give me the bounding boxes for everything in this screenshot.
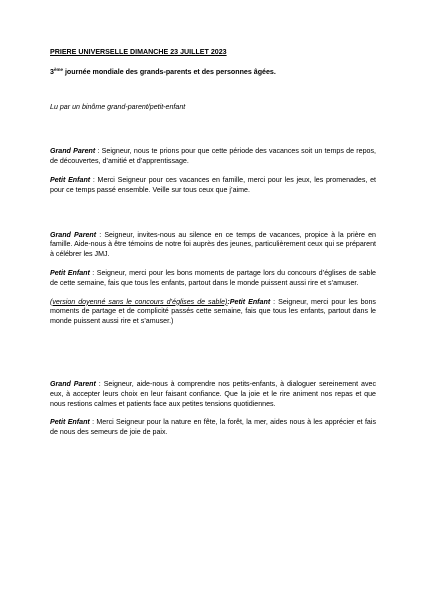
speaker-label: Grand Parent	[50, 230, 97, 239]
document-subtitle	[50, 68, 376, 78]
prayer-text: Seigneur, aide-nous à comprendre nos petits-enfants, à dialoguer sereinement avec eux, à accepter leurs choix en leur faisant confiance. Que la joie et le rire animent nos repas et que nous restions calmes et patients face aux petites tensions quotidiennes.	[50, 379, 376, 408]
prayer-2-variant	[50, 298, 376, 327]
variant-separator: :	[227, 297, 230, 306]
prayer-1-petit-enfant	[50, 176, 376, 196]
subtitle-superscript: ème	[53, 66, 63, 72]
speaker-label: Petit Enfant	[229, 297, 271, 306]
subtitle-text: journée mondiale des grands-parents et des personnes âgées.	[62, 67, 276, 76]
prayer-3-grand-parent	[50, 380, 376, 409]
prayer-text: Merci Seigneur pour la nature en fête, la forêt, la mer, aides nous à les apprécier et fais de nous des semeurs de joie de paix.	[50, 418, 376, 437]
prayer-text: Seigneur, merci pour les bons moments de partage lors du concours d’églises de sable de cette semaine, fais que tous les enfants, partout dans le monde puissent aussi rire et s’amuser.	[50, 268, 376, 287]
speaker-label: Grand Parent	[50, 379, 96, 388]
document-intro: Lu par un binôme grand-parent/petit-enfant	[50, 102, 186, 111]
label-separator: :	[89, 418, 97, 427]
prayer-text: Merci Seigneur pour ces vacances en famille, merci pour les jeux, les promenades, et pour ce temps passé ensemble. Veille sur tous ceux que j’aime.	[50, 175, 376, 194]
label-separator: :	[270, 297, 279, 306]
label-separator: :	[95, 147, 102, 156]
subtitle-number: 3	[50, 67, 54, 76]
label-separator: :	[95, 379, 104, 388]
speaker-label: Petit Enfant	[50, 268, 90, 277]
document-page	[50, 48, 376, 438]
variant-note: (version doyenné sans le concours d’églises de sable)	[50, 297, 228, 306]
prayer-2-petit-enfant	[50, 269, 376, 289]
prayer-3-petit-enfant	[50, 418, 376, 438]
prayer-text: Seigneur, merci pour les bons moments de partage et de complicité passés cette semaine, fais que tous les enfants, partout dans le monde puissent aussi rire et s’amuser.)	[50, 297, 376, 326]
label-separator: :	[90, 175, 98, 184]
label-separator: :	[89, 268, 97, 277]
speaker-label: Petit Enfant	[50, 418, 90, 427]
prayer-2-grand-parent	[50, 231, 376, 260]
prayer-1-grand-parent	[50, 147, 376, 167]
label-separator: :	[96, 230, 105, 239]
document-title: PRIERE UNIVERSELLE DIMANCHE 23 JUILLET 2023	[50, 48, 227, 56]
prayer-text: Seigneur, nous te prions pour que cette période des vacances soit un temps de repos, de découvertes, d’amitié et d’apprentissage.	[50, 147, 376, 166]
speaker-label: Grand Parent	[50, 147, 96, 156]
speaker-label: Petit Enfant	[50, 175, 91, 184]
prayer-text: Seigneur, invites-nous au silence en ce temps de vacances, propice à la prière en famille. Aide-nous à être témoins de notre foi auprès des jeunes, particulièrement ceux qui se préparent à célébrer les JMJ.	[50, 230, 376, 259]
